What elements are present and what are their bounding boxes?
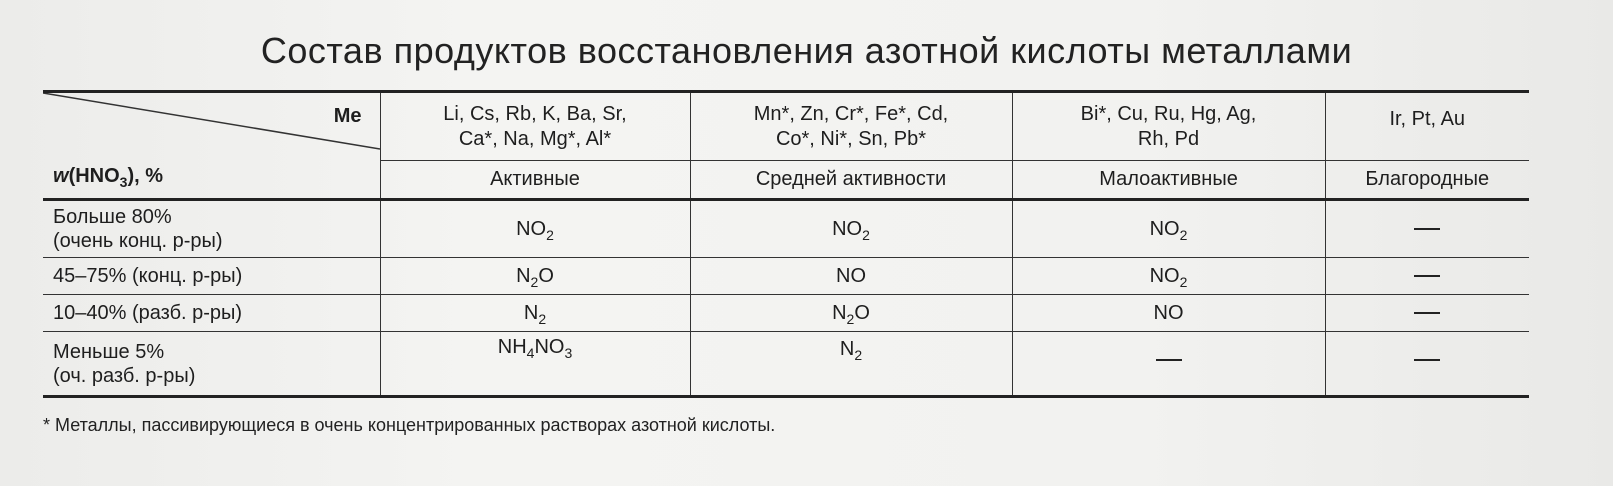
- corner-header-cell: [43, 92, 380, 200]
- activity-label-medium: Средней активности: [690, 161, 1012, 200]
- product-cell: $N_2$: [380, 295, 690, 332]
- product-cell: NO: [690, 258, 1012, 295]
- dash-mark: [1414, 312, 1440, 314]
- concentration-cell: Больше 80% (очень конц. р-ры): [43, 200, 380, 258]
- product-cell: $N_2O$: [380, 258, 690, 295]
- product-cell: $NO_2$: [380, 200, 690, 258]
- product-cell-empty: [1325, 332, 1529, 397]
- concentration-cell: 45–75% (конц. р-ры): [43, 258, 380, 295]
- product-cell: $NO_2$: [690, 200, 1012, 258]
- concentration-cell: Меньше 5% (оч. разб. р-ры): [43, 332, 380, 397]
- concentration-cell: 10–40% (разб. р-ры): [43, 295, 380, 332]
- activity-label-noble: Благородные: [1365, 168, 1490, 190]
- product-cell: NO: [1012, 295, 1325, 332]
- product-cell-empty: [1325, 258, 1529, 295]
- reduction-products-table: [43, 90, 1529, 398]
- dash-mark: [1414, 275, 1440, 277]
- product-cell: $NO_2$: [1012, 258, 1325, 295]
- concentration-label: $w(HNO_3)$, %: [53, 165, 164, 190]
- table-row: [43, 332, 1529, 397]
- me-label: Me: [333, 105, 362, 127]
- product-cell: $NH_4NO_3$: [380, 332, 690, 397]
- metals-group-medium: Mn*, Zn, Cr*, Fe*, Cd, Co*, Ni*, Sn, Pb*: [690, 92, 1012, 161]
- metals-group-active: Li, Cs, Rb, K, Ba, Sr, Ca*, Na, Mg*, Al*: [380, 92, 690, 161]
- metals-group-noble: Ir, Pt, Au: [1325, 92, 1529, 161]
- activity-label-active: Активные: [380, 161, 690, 200]
- table-row: [43, 200, 1529, 258]
- product-cell: $N_2$: [690, 332, 1012, 397]
- activity-label-low: Малоактивные: [1012, 161, 1325, 200]
- dash-mark: [1156, 359, 1182, 361]
- table-row: [43, 295, 1529, 332]
- product-cell-empty: [1012, 332, 1325, 397]
- table-row: [43, 258, 1529, 295]
- product-cell: $NO_2$: [1012, 200, 1325, 258]
- metals-group-low: Bi*, Cu, Ru, Hg, Ag, Rh, Pd: [1012, 92, 1325, 161]
- dash-mark: [1414, 228, 1440, 230]
- page-title: Состав продуктов восстановления азотной кислоты металлами: [260, 30, 1353, 71]
- product-cell-empty: [1325, 200, 1529, 258]
- product-cell-empty: [1325, 295, 1529, 332]
- product-cell: $N_2O$: [690, 295, 1012, 332]
- footnote: * Металлы, пассивирующиеся в очень концентрированных растворах азотной кислоты.: [43, 415, 776, 435]
- dash-mark: [1414, 359, 1440, 361]
